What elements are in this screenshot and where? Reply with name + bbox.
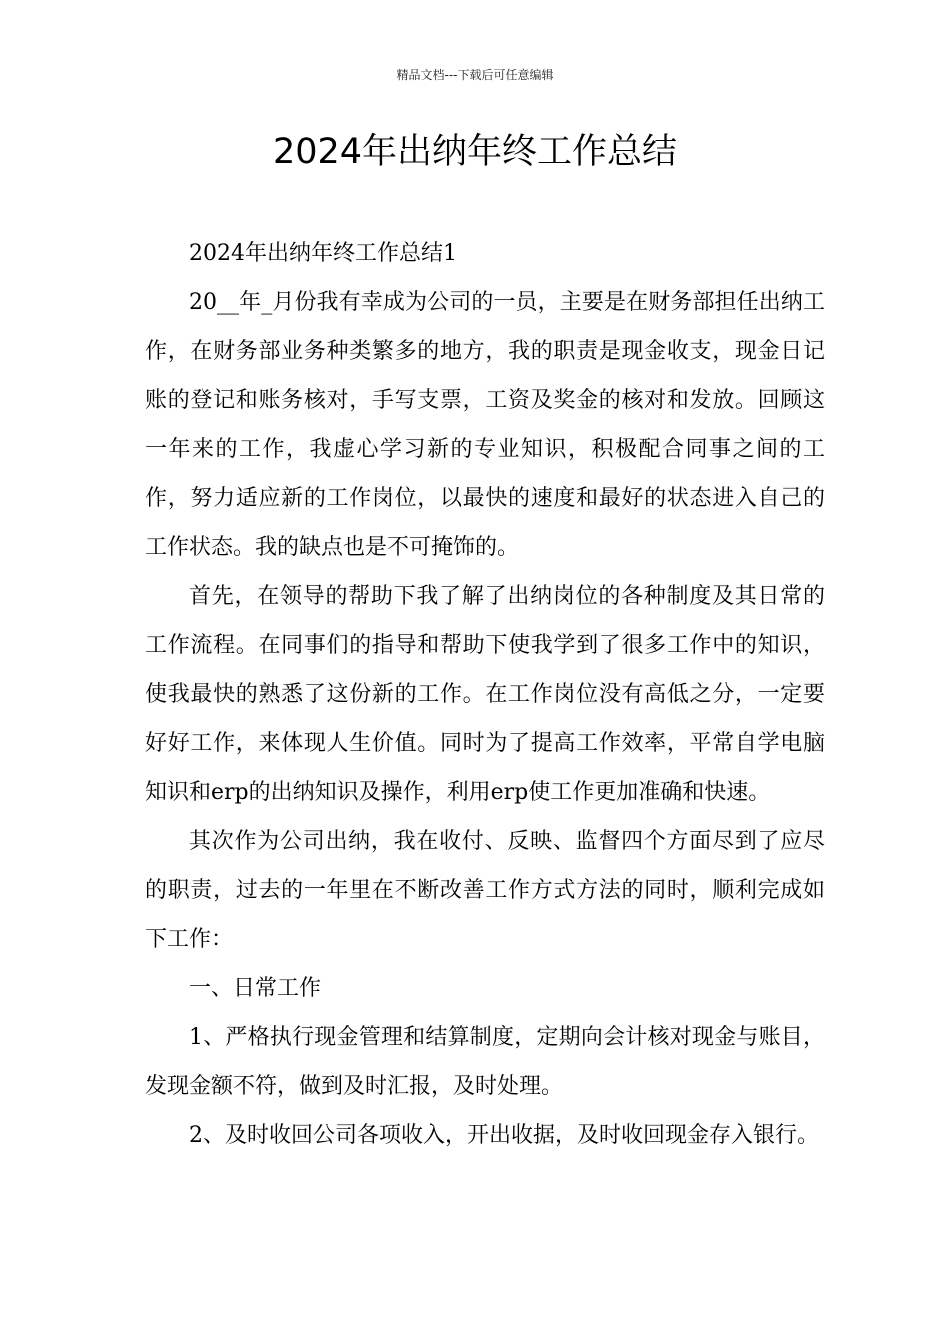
document-body bbox=[145, 229, 825, 1160]
paragraph: 首先，在领导的帮助下我了解了出纳岗位的各种制度及其日常的工作流程。在同事们的指导和帮助下使我学到了很多工作中的知识，使我最快的熟悉了这份新的工作。在工作岗位没有高低之分，一定要好好工作，来体现人生价值。同时为了提高工作效率，平常自学电脑知识和erp的出纳知识及操作，利用erp使工作更加准确和快速。 bbox=[145, 584, 825, 805]
paragraph: 其次作为公司出纳，我在收付、反映、监督四个方面尽到了应尽的职责，过去的一年里在不断改善工作方式方法的同时，顺利完成如下工作： bbox=[145, 829, 825, 952]
header-note: 精品文档---下载后可任意编辑 bbox=[396, 68, 554, 82]
document-title: 2024年出纳年终工作总结 bbox=[272, 132, 678, 172]
paragraph: 20__年_月份我有幸成为公司的一员，主要是在财务部担任出纳工作，在财务部业务种类繁多的地方，我的职责是现金收支，现金日记账的登记和账务核对，手写支票，工资及奖金的核对和发放。回顾这一年来的工作，我虚心学习新的专业知识，积极配合同事之间的工作，努力适应新的工作岗位，以最快的速度和最好的状态进入自己的工作状态。我的缺点也是不可掩饰的。 bbox=[145, 290, 825, 560]
list-item: 1、严格执行现金管理和结算制度，定期向会计核对现金与账目，发现金额不符，做到及时汇报，及时处理。 bbox=[145, 1025, 825, 1099]
subsection-heading: 一、日常工作 bbox=[189, 976, 322, 1001]
list-item: 2、及时收回公司各项收入，开出收据，及时收回现金存入银行。 bbox=[189, 1123, 819, 1148]
section-heading: 2024年出纳年终工作总结1 bbox=[189, 241, 457, 266]
